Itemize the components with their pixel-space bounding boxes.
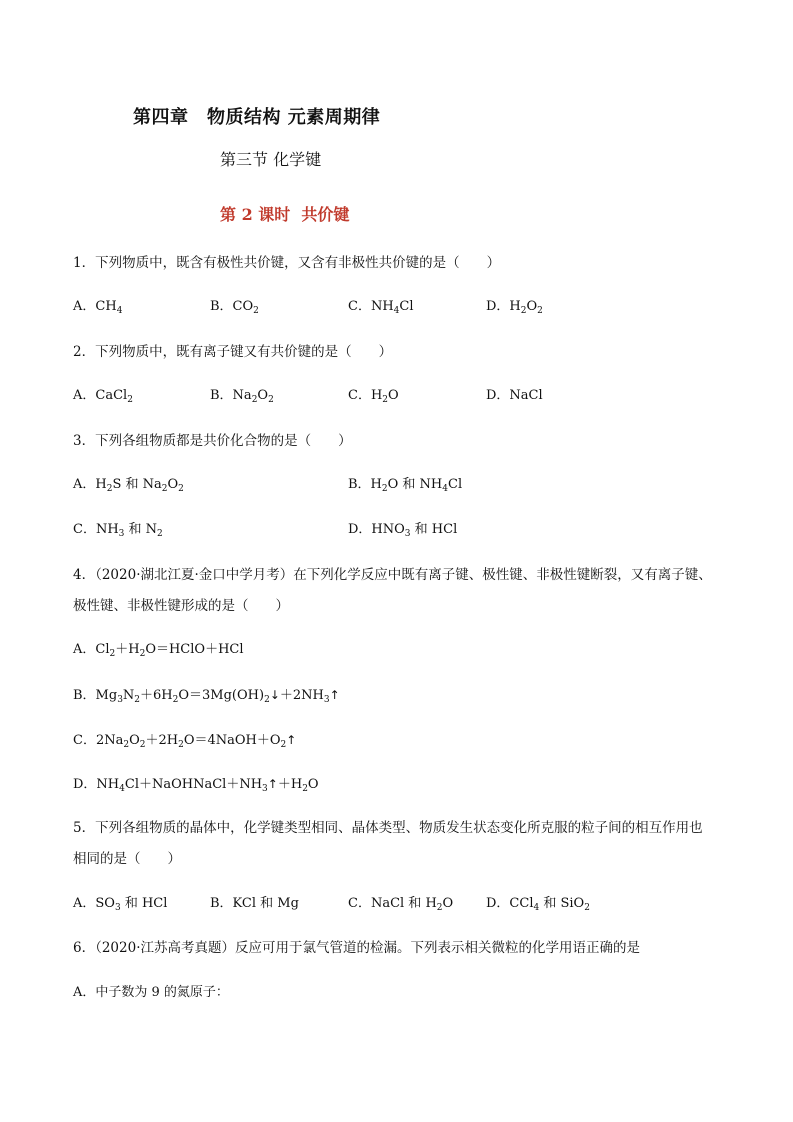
question-4-stem-line-1: 4．（2020·湖北江夏·金口中学月考）在下列化学反应中既有离子键、极性键、非极性键断裂，又有离子键、 — [73, 567, 712, 583]
question-5-option-b: B．KCl 和 Mg — [210, 896, 299, 911]
question-2-option-c: C．$H_2O$ — [348, 388, 399, 405]
question-1-option-a: A．$CH_4$ — [73, 299, 123, 316]
question-2-option-a: A．CaCl$_2$ — [73, 388, 133, 405]
question-4-option-a: A．$Cl_2+H_2O=HClO+HCl$ — [73, 642, 244, 659]
question-6-stem: 6．（2020·江苏高考真题）反应可用于氯气管道的检漏。下列表示相关微粒的化学用语正确的是 — [73, 940, 640, 956]
question-1-option-b: B．$CO_2$ — [210, 299, 259, 316]
question-3-option-d: D．$HNO_3$ 和 HCl — [348, 522, 458, 539]
question-4-option-d: D．$NH_4Cl+NaOHNaCl+NH_3↑+H_2O$ — [73, 777, 319, 794]
question-5-stem-line-2: 相同的是（ ） — [73, 851, 181, 867]
section-title: 第三节 化学键 — [220, 150, 322, 169]
question-2-stem: 2．下列物质中，既有离子键又有共价键的是（ ） — [73, 344, 393, 360]
question-5-option-a: A．$SO_3$ 和 HCl — [73, 896, 168, 913]
question-1-option-d: D．$H_2O_2$ — [486, 299, 543, 316]
question-1-option-c: C．$NH_4Cl$ — [348, 299, 414, 316]
question-5-option-d: D．CCl$_4$ 和 SiO$_2$ — [486, 896, 590, 913]
question-6-option-a: A．中子数为 9 的氮原子： — [73, 985, 229, 1000]
question-5-option-c: C．NaCl 和 $H_2O$ — [348, 896, 454, 913]
question-1-stem: 1．下列物质中，既含有极性共价键，又含有非极性共价键的是（ ） — [73, 255, 501, 271]
question-3-option-a: A．$H_2S$ 和 $Na_2O_2$ — [73, 477, 184, 494]
question-2-option-d: D．NaCl — [486, 388, 543, 403]
question-3-stem: 3．下列各组物质都是共价化合物的是（ ） — [73, 433, 352, 449]
lesson-title: 第 2 课时 共价键 — [220, 205, 350, 224]
question-5-stem-line-1: 5．下列各组物质的晶体中，化学键类型相同、晶体类型、物质发生状态变化所克服的粒子间的相互作用也 — [73, 820, 703, 836]
question-4-option-c: C．$2Na_2O_2+2H_2O=4NaOH+O_2↑$ — [73, 733, 297, 750]
chapter-title: 第四章 物质结构 元素周期律 — [133, 107, 381, 128]
question-3-option-b: B．$H_2O$ 和 $NH_4Cl$ — [348, 477, 463, 494]
question-4-stem-line-2: 极性键、非极性键形成的是（ ） — [73, 598, 289, 614]
question-3-option-c: C．$NH_3$ 和 $N_2$ — [73, 522, 163, 539]
question-2-option-b: B．$Na_2O_2$ — [210, 388, 274, 405]
question-4-option-b: B．$Mg_3N_2+6H_2O=3Mg(OH)_2↓+2NH_3↑$ — [73, 688, 340, 705]
